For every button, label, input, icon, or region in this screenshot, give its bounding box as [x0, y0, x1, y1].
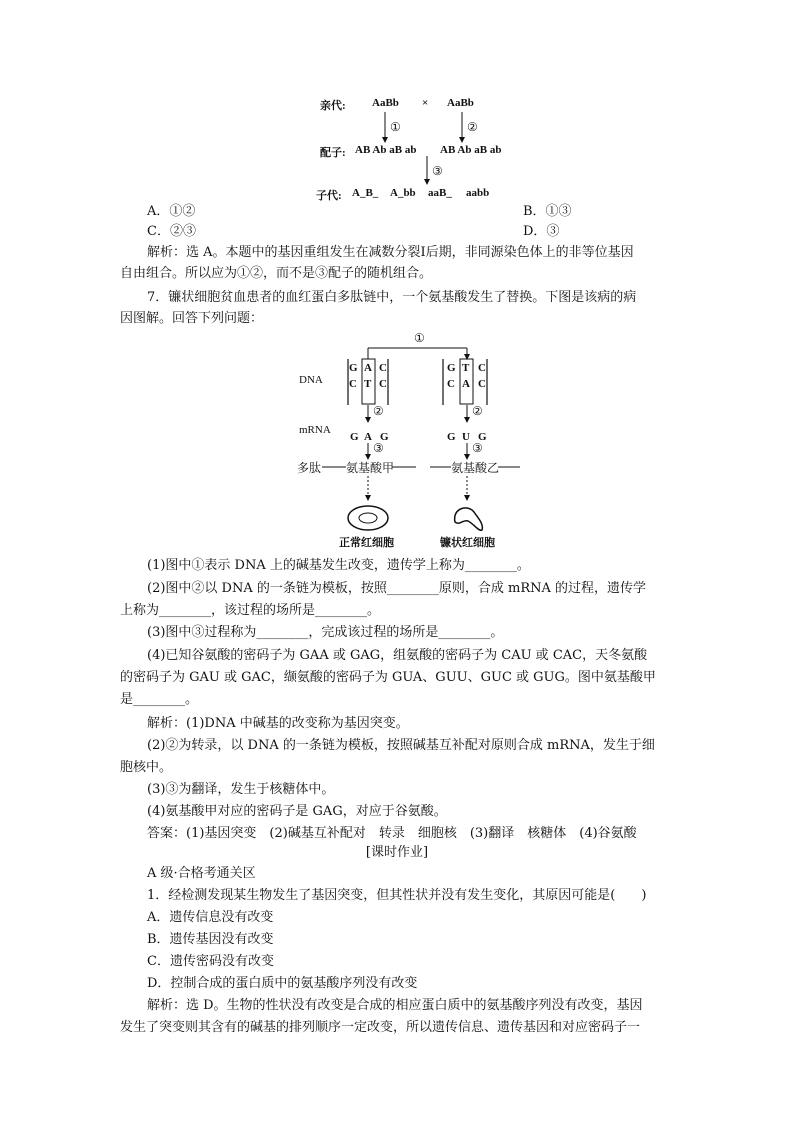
- option-d: D．③: [523, 224, 560, 239]
- mrna-label: mRNA: [299, 424, 331, 436]
- offspring-2: A_bb: [390, 187, 416, 199]
- offspring-4: aabb: [466, 187, 490, 199]
- dna-label: DNA: [299, 374, 323, 386]
- left-mrna-2: A: [364, 431, 372, 443]
- left-dna-top-3: C: [379, 362, 387, 374]
- q7-part-4-line-3: 是________。: [120, 692, 199, 707]
- answer-7: 答案：(1)基因突变 (2)碱基互补配对 转录 细胞核 (3)翻译 核糖体 (4)谷氨酸: [147, 826, 637, 841]
- offspring-1: A_B_: [352, 187, 379, 199]
- right-mrna-3: G: [478, 431, 487, 443]
- homework-question-1: 1．经检测发现某生物发生了基因突变，但其性状并没有发生变化，其原因可能是( ): [147, 888, 647, 903]
- parent-2: AaBb: [447, 97, 474, 109]
- hq1-analysis-line-1: 解析：选 D。生物的性状没有改变是合成的相应蛋白质中的氨基酸序列没有改变，基因: [147, 998, 643, 1013]
- left-dna-bot-1: C: [349, 378, 357, 390]
- left-dna-top-1: G: [349, 362, 358, 374]
- q7-part-4-line-2: 的密码子为 GAU 或 GAC，缬氨酸的密码子为 GUA、GUU、GUC 或 GUG。图中氨基酸甲: [120, 670, 656, 685]
- sickle-cell-label: 镰状红细胞: [440, 536, 495, 549]
- analysis-7-line-2: (2)②为转录，以 DNA 的一条链为模板，按照碱基互补配对原则合成 mRNA，发生于细: [147, 738, 655, 753]
- hq1-option-d: D．控制合成的蛋白质中的氨基酸序列没有改变: [147, 976, 418, 991]
- amino-acid-b: 氨基酸乙: [451, 461, 500, 475]
- offspring-3: aaB_: [428, 187, 452, 199]
- right-dna-bot-2: A: [462, 378, 470, 390]
- fig-step-2-left: ②: [373, 404, 384, 418]
- step-2-label: ②: [467, 120, 478, 134]
- analysis-6-line-1: 解析：选 A。本题中的基因重组发生在减数分裂Ⅰ后期，非同源染色体上的非等位基因: [147, 245, 634, 260]
- analysis-7-line-1: 解析：(1)DNA 中碱基的改变称为基因突变。: [147, 716, 409, 731]
- hq1-option-a: A．遗传信息没有改变: [147, 910, 274, 925]
- gametes-1: AB Ab aB ab: [355, 144, 417, 156]
- fig-step-1: ①: [414, 331, 425, 345]
- left-mrna-1: G: [350, 431, 359, 443]
- dna-figure-lines: [0, 0, 794, 560]
- right-dna-top-1: G: [447, 362, 456, 374]
- option-c: C．②③: [147, 224, 196, 239]
- option-a: A．①②: [147, 204, 196, 219]
- option-b: B．①③: [523, 204, 572, 219]
- hq1-analysis-line-2: 发生了突变则其含有的碱基的排列顺序一定改变，所以遗传信息、遗传基因和对应密码子一: [120, 1020, 641, 1035]
- homework-title: [课时作业]: [365, 845, 429, 860]
- fig-step-2-right: ②: [472, 404, 483, 418]
- q7-part-2-line-2: 上称为________，该过程的场所是________。: [120, 603, 381, 618]
- left-dna-bot-2: T: [364, 378, 372, 390]
- peptide-label: 多肽: [297, 461, 322, 475]
- fig-step-3-left: ③: [373, 441, 384, 455]
- hq1-option-b: B．遗传基因没有改变: [147, 932, 274, 947]
- right-mrna-2: U: [462, 431, 470, 443]
- amino-acid-a: 氨基酸甲: [346, 461, 395, 475]
- normal-cell-label: 正常红细胞: [339, 536, 394, 549]
- q7-part-4-line-1: (4)已知谷氨酸的密码子为 GAA 或 GAG，组氨酸的密码子为 CAU 或 CAC，天冬氨酸: [147, 648, 648, 663]
- parent-1: AaBb: [372, 97, 399, 109]
- q7-part-1: (1)图中①表示 DNA 上的碱基发生改变，遗传学上称为________。: [147, 558, 530, 573]
- q7-part-2-line-1: (2)图中②以 DNA 的一条链为模板，按照________原则，合成 mRNA 的过程，遗传学: [147, 581, 647, 596]
- analysis-7-line-5: (4)氨基酸甲对应的密码子是 GAG，对应于谷氨酸。: [147, 804, 447, 819]
- hq1-option-c: C．遗传密码没有改变: [147, 954, 274, 969]
- step-3-label: ③: [432, 164, 443, 178]
- analysis-7-line-3: 胞核中。: [120, 760, 173, 775]
- analysis-7-line-4: (3)③为翻译，发生于核糖体中。: [147, 782, 335, 797]
- right-dna-top-2: T: [462, 362, 470, 374]
- fig-step-3-right: ③: [472, 441, 483, 455]
- left-mrna-3: G: [380, 431, 389, 443]
- offspring-label: 子代:: [316, 190, 342, 202]
- question-7-line-2: 因图解。回答下列问题：: [120, 311, 264, 326]
- right-dna-bot-1: C: [447, 378, 455, 390]
- left-dna-bot-3: C: [379, 378, 387, 390]
- cross-sign: ×: [422, 97, 429, 109]
- question-7-line-1: 7．镰状细胞贫血患者的血红蛋白多肽链中，一个氨基酸发生了替换。下图是该病的病: [147, 290, 637, 305]
- step-1-label: ①: [390, 120, 401, 134]
- left-dna-top-2: A: [364, 362, 372, 374]
- right-mrna-1: G: [447, 431, 456, 443]
- parent-label: 亲代:: [320, 100, 346, 112]
- right-dna-top-3: C: [478, 362, 486, 374]
- right-dna-bot-3: C: [478, 378, 486, 390]
- q7-part-3: (3)图中③过程称为________，完成该过程的场所是________。: [147, 625, 504, 640]
- level-a-heading: A 级·合格考通关区: [147, 866, 256, 881]
- gametes-2: AB Ab aB ab: [440, 144, 502, 156]
- analysis-6-line-2: 自由组合。所以应为①②，而不是③配子的随机组合。: [120, 266, 433, 281]
- gamete-label: 配子:: [320, 147, 346, 159]
